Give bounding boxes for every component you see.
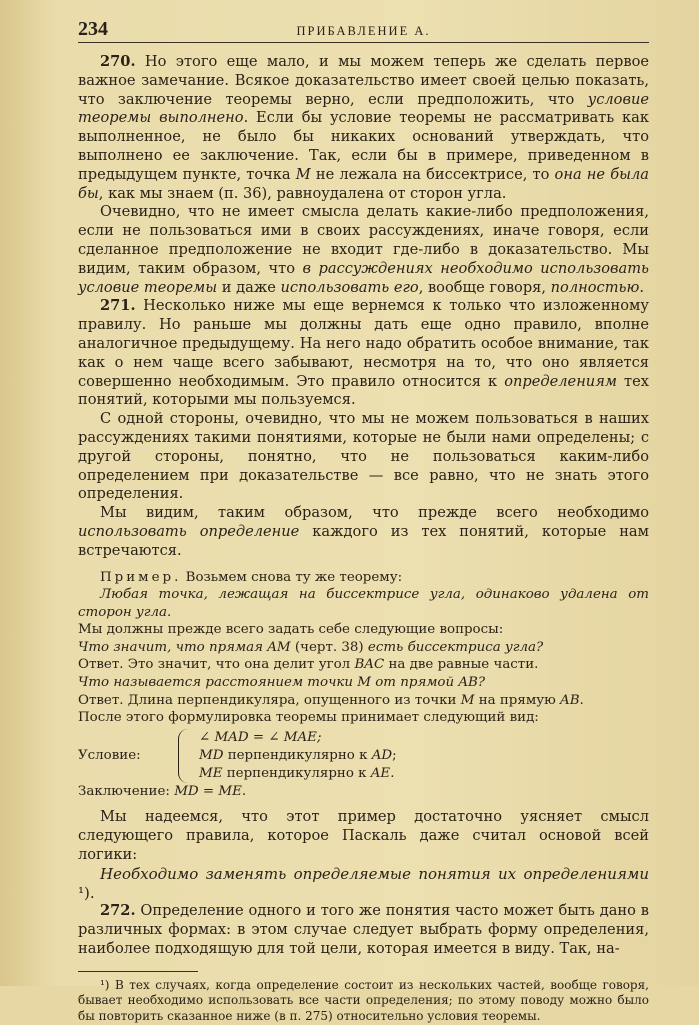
- section-number: 271.: [100, 297, 136, 315]
- condition-perp-1: [199, 747, 397, 765]
- emphasis: AD: [371, 748, 393, 764]
- paragraph-use-definition: [78, 504, 649, 560]
- footnote: [78, 978, 649, 1025]
- section-number: 270.: [100, 53, 136, 70]
- emphasis: ME: [199, 765, 223, 781]
- emphasis: она не была бы: [78, 165, 649, 202]
- example-theorem: [78, 586, 649, 621]
- emphasis: AB: [560, 692, 580, 708]
- emphasis: Любая точка, лежащая на биссектрисе угла, одинаково удалена от сторон угла.: [78, 587, 649, 620]
- text: тех понятий, которыми мы пользуемся.: [78, 372, 649, 409]
- paragraph-definitions: С одной стороны, очевидно, что мы не можем пользоваться в наших рассуждениях такими понятиями, которые не были нами определены; с другой стороны, понятно, что не пользоваться каким-либо определением при доказательстве — все равно, что не знать этого определения.: [78, 410, 649, 503]
- main-text-continued: [78, 808, 649, 958]
- text: (черт. 38): [290, 639, 368, 655]
- question-1: [78, 639, 649, 657]
- emphasis: BAC: [354, 657, 385, 673]
- emphasis: использовать определение: [78, 522, 300, 540]
- paragraph-pascal: Мы надеемся, что этот пример достаточно уясняет смысл следующего правила, которое Паскаль даже считал основой всей логики:: [78, 808, 649, 864]
- question-2: [78, 674, 649, 692]
- emphasis: определениям: [504, 372, 617, 390]
- text: перпендикулярно к: [222, 765, 371, 781]
- pascal-rule: [78, 865, 649, 903]
- conclusion-line: [78, 783, 649, 801]
- text: Мы видим, таким образом, что прежде всего необходимо: [100, 504, 649, 522]
- text: перпендикулярно к: [223, 748, 372, 764]
- page-header: [78, 18, 649, 43]
- conclusion-label: Заключение:: [78, 783, 175, 799]
- emphasis: использовать его: [280, 278, 419, 296]
- text: Ответ. Это значит, что она делит угол: [78, 657, 355, 673]
- emphasis: Что значит, что прямая AM: [78, 639, 291, 655]
- section-number: 272.: [100, 902, 136, 920]
- paragraph-271: [78, 297, 649, 410]
- text: , как мы знаем (п. 36), равноудалена от сторон угла.: [98, 184, 507, 202]
- emphasis: M: [295, 165, 311, 183]
- text: на две равные части.: [384, 657, 539, 673]
- text: Но этого еще мало, и мы можем теперь же сделать первое важное замечание. Всякое доказательство имеет своей целью показать, что заключение теоремы верно, если предположить, что: [78, 53, 649, 108]
- condition-angle: ∠ MAD = ∠ MAE;: [199, 730, 322, 746]
- text: Определение одного и того же понятия часто может быть дано в различных формах: в этом случае следует выбрать форму определения, наиболее подходящую для той цели, которая имеется в виду. Так, на-: [78, 902, 649, 958]
- text: Несколько ниже мы еще вернемся к только что изложенному правилу. Но раньше мы должны дать еще одно правило, вполне аналогичное предыдущему. На него надо обратить особое внимание, так как о нем чаще всего забывают, несмотря на то, что оно является совершенно необходимым. Это правило относится к: [78, 297, 649, 390]
- text: .: [579, 692, 584, 708]
- text: Возьмем снова ту же теорему:: [181, 569, 403, 585]
- reformulation-intro: После этого формулировка теоремы принимает следующий вид:: [78, 710, 539, 726]
- text: каждого из тех понятий, которые нам встречаются.: [78, 522, 649, 559]
- emphasis: условие теоремы выполнено: [78, 90, 649, 127]
- answer-2: [78, 692, 649, 710]
- condition-block: [78, 729, 649, 783]
- emphasis: в рассуждениях необходимо использовать условие теоремы: [78, 259, 650, 296]
- running-head: ПРИБАВЛЕНИЕ А.: [296, 24, 431, 38]
- emphasis: MD = ME.: [174, 783, 247, 799]
- page-number: 234: [78, 18, 108, 40]
- example-label: Пример.: [100, 569, 182, 585]
- condition-perp-2: [199, 765, 397, 783]
- text: Очевидно, что не имеет смысла делать какие-либо предположения, если не пользоваться ими в своих рассуждениях, иначе говоря, если сделанное предположение не входит где-либо в доказательство. Мы видим, таким образом, что: [78, 203, 649, 277]
- emphasis: AE: [370, 765, 391, 781]
- example-block: [78, 569, 649, 801]
- answer-1: [78, 656, 649, 674]
- footnote-text: ¹) В тех случаях, когда определение состоит из нескольких частей, вообще говоря, бывает необходимо использовать все части определения; по этому поводу можно было бы повторить сказанное ниже (в п. 275) относительно условия теоремы.: [78, 977, 649, 1024]
- emphasis: полностью: [550, 278, 640, 296]
- text: и даже: [217, 278, 281, 296]
- paragraph-use-condition: [78, 203, 649, 297]
- text: .: [390, 765, 395, 781]
- text: Ответ. Длина перпендикуляра, опущенного из точки: [78, 692, 461, 708]
- text: . Если бы условие теоремы не рассматривать как выполненное, не было бы никаких оснований утверждать, что выполнено ее заключение. Так, если бы в примере, приведенном в предыдущем пункте, точка: [78, 109, 649, 183]
- brace-icon: [178, 729, 193, 783]
- footnote-divider: [78, 971, 198, 972]
- paragraph-272: [78, 902, 649, 958]
- condition-label: Условие:: [78, 748, 141, 764]
- example-intro: [78, 569, 649, 587]
- condition-lines: [199, 729, 397, 782]
- text: на прямую: [474, 692, 561, 708]
- paragraph-270: [78, 53, 649, 203]
- emphasis: Что называется расстоянием точки M от прямой AB?: [78, 675, 486, 691]
- emphasis: M: [460, 692, 475, 708]
- emphasis: MD: [199, 748, 224, 764]
- emphasis: Необходимо заменять определяемые понятия их определениями: [100, 864, 649, 883]
- text: .: [639, 278, 644, 296]
- footnote-ref: ¹).: [78, 883, 95, 902]
- text: , вообще говоря,: [418, 278, 551, 296]
- text: ;: [392, 748, 397, 764]
- emphasis: есть биссектриса угла?: [367, 639, 544, 655]
- text: не лежала на биссектрисе, то: [310, 165, 555, 183]
- example-questions-intro: Мы должны прежде всего задать себе следующие вопросы:: [78, 622, 504, 638]
